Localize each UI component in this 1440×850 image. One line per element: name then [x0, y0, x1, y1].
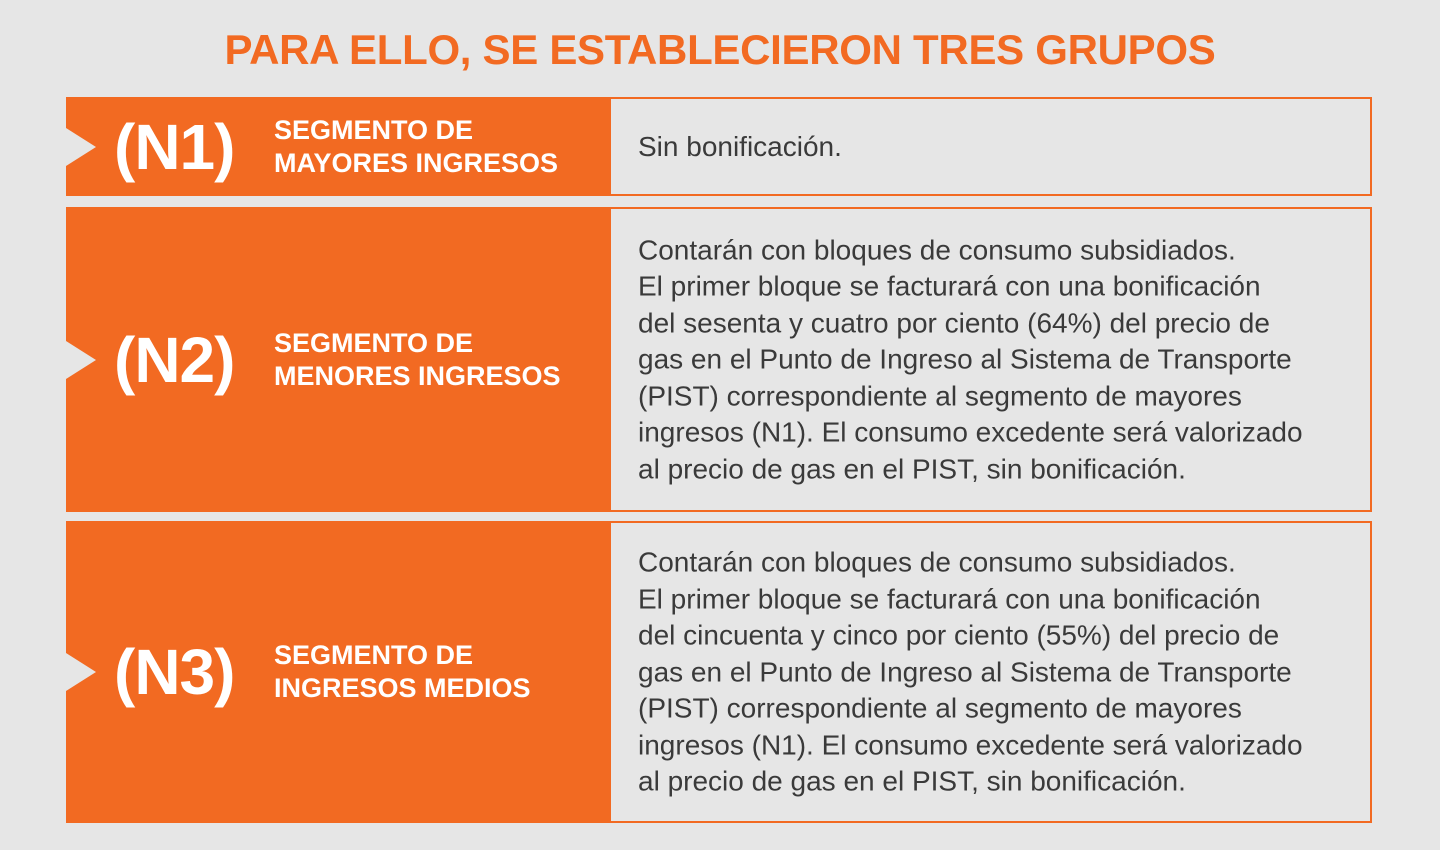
arrow-marker-icon: [66, 128, 96, 166]
group-label-panel: [66, 521, 611, 823]
group-description: Sin bonificación.: [638, 130, 842, 162]
group-label-panel: [66, 97, 611, 196]
group-code: (N2): [114, 323, 235, 396]
segment-name: SEGMENTO DE MAYORES INGRESOS: [274, 114, 559, 178]
arrow-marker-icon: [66, 341, 96, 379]
group-label-panel: [66, 207, 611, 512]
group-code: (N3): [114, 636, 235, 708]
group-description-panel: [611, 521, 1372, 823]
arrow-marker-icon: [66, 653, 96, 691]
group-description: Contarán con bloques de consumo subsidiados. El primer bloque se facturará con una bonificación del cincuenta y cinco por ciento (55%) del precio de gas en el Punto de Ingreso al Sistema de Transporte (PIST) correspondiente al segmento de mayores ingresos (N1). El consumo excedente será valorizado al precio de gas en el PIST, sin bonificación.: [638, 546, 1303, 797]
group-row-n3: [66, 521, 1372, 823]
group-row-n2: [66, 207, 1372, 512]
group-description: Contarán con bloques de consumo subsidiados. El primer bloque se facturará con una bonificación del sesenta y cuatro por ciento (64%) del precio de gas en el Punto de Ingreso al Sistema de Transporte (PIST) correspondiente al segmento de mayores ingresos (N1). El consumo excedente será valorizado al precio de gas en el PIST, sin bonificación.: [638, 233, 1303, 484]
group-code: (N1): [114, 110, 235, 183]
segment-name: SEGMENTO DE MENORES INGRESOS: [274, 327, 561, 391]
group-description-panel: [611, 97, 1372, 196]
page-title: PARA ELLO, SE ESTABLECIERON TRES GRUPOS: [224, 26, 1216, 73]
group-description-panel: [611, 207, 1372, 512]
group-row-n1: [66, 97, 1372, 196]
segment-name: SEGMENTO DE INGRESOS MEDIOS: [274, 640, 531, 703]
